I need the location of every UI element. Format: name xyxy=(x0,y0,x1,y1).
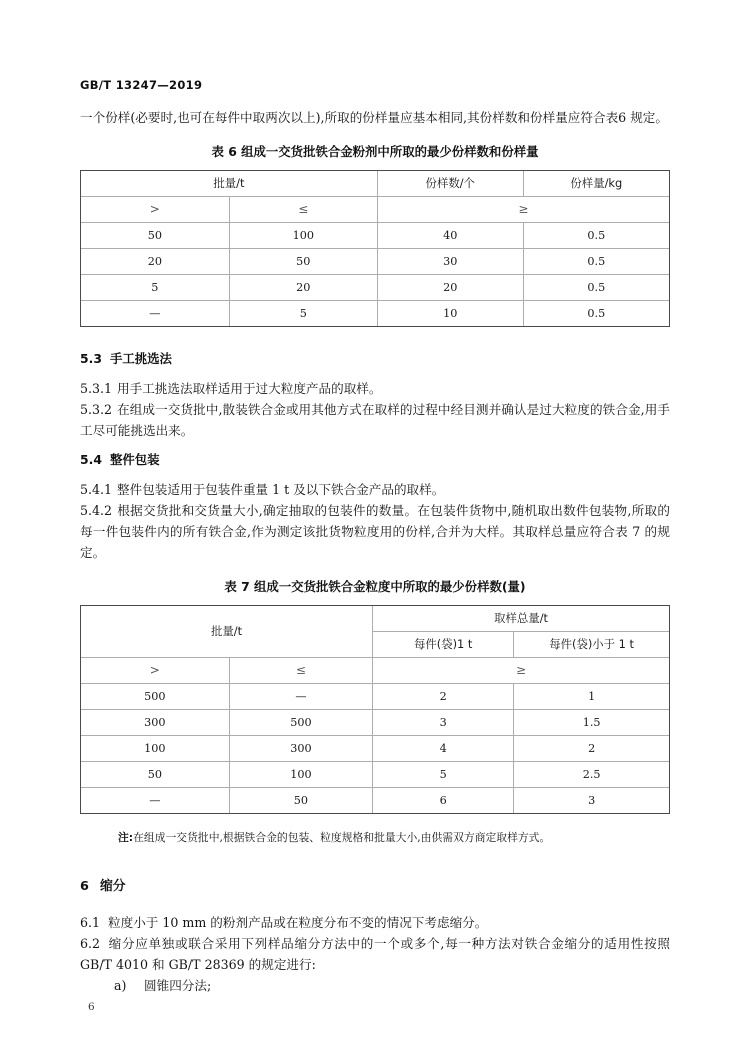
table-row xyxy=(81,301,669,327)
clause-5-3-title: 手工挑选法 xyxy=(110,351,172,366)
clause-5-4-title: 整件包装 xyxy=(110,452,160,467)
table6-title: 表 6 组成一交货批铁合金粉剂中所取的最少份样数和份样量 xyxy=(211,144,539,159)
clause-6-2 xyxy=(80,933,670,975)
table7-r4-to: 50 xyxy=(229,788,372,814)
clause-5-3-number: 5.3 xyxy=(80,351,102,366)
clause-5-4-2 xyxy=(80,500,670,563)
table7-symbol-row xyxy=(81,658,669,684)
table6-header-row-1 xyxy=(81,171,669,197)
table7-header-total-sample: 取样总量/t xyxy=(373,606,669,632)
table7-r4-a: 6 xyxy=(373,788,514,814)
table6-r0-count: 40 xyxy=(377,223,523,249)
table6-r1-count: 30 xyxy=(377,249,523,275)
table6 xyxy=(81,171,669,326)
page-content xyxy=(80,0,670,996)
table6-symbol-greater: > xyxy=(81,197,229,223)
clause-5-4-2-number: 5.4.2 xyxy=(80,503,113,518)
table7-r3-to: 100 xyxy=(229,762,372,788)
table-row xyxy=(81,788,669,814)
table6-r3-from: — xyxy=(81,301,229,327)
table7-header-row-1 xyxy=(81,606,669,632)
clause-5-3-heading xyxy=(80,349,670,369)
page-number: 6 xyxy=(88,1001,95,1013)
clause-5-4-number: 5.4 xyxy=(80,452,102,467)
table6-r0-from: 50 xyxy=(81,223,229,249)
table7 xyxy=(81,606,669,813)
table7-note-label: 注: xyxy=(118,831,134,844)
list-item-marker: a) xyxy=(114,978,127,993)
clause-6-2-text: 缩分应单独或联合采用下列样品缩分方法中的一个或多个,每一种方法对铁合金缩分的适用性按照 GB/T 4010 和 GB/T 28369 的规定进行: xyxy=(80,936,670,972)
table7-header-per-piece-1t: 每件(袋)1 t xyxy=(373,632,514,658)
table6-symbol-greater-equal: ≥ xyxy=(377,197,669,223)
table7-r2-to: 300 xyxy=(229,736,372,762)
table6-r1-mass: 0.5 xyxy=(523,249,669,275)
table6-r1-from: 20 xyxy=(81,249,229,275)
table6-r1-to: 50 xyxy=(229,249,377,275)
clause-5-3-2-text: 在组成一交货批中,散装铁合金或用其他方式在取样的过程中经目测并确认是过大粒度的铁合金,用手工尽可能挑选出来。 xyxy=(80,402,670,438)
table6-r2-mass: 0.5 xyxy=(523,275,669,301)
clause-5-3-1-number: 5.3.1 xyxy=(80,381,113,396)
table-row xyxy=(81,736,669,762)
clause-6-2-list-item-a xyxy=(80,975,670,996)
table6-r2-from: 5 xyxy=(81,275,229,301)
clause-5-4-1-number: 5.4.1 xyxy=(80,482,113,497)
table6-r0-to: 100 xyxy=(229,223,377,249)
clause-5-3-2 xyxy=(80,399,670,441)
clause-5-3-1-text: 用手工挑选法取样适用于过大粒度产品的取样。 xyxy=(117,381,382,396)
clause-6-heading xyxy=(80,877,670,897)
table6-header-batch: 批量/t xyxy=(81,171,377,197)
table7-note-text: 在组成一交货批中,根据铁合金的包装、粒度规格和批量大小,由供需双方商定取样方式。 xyxy=(133,831,551,844)
table6-symbol-row xyxy=(81,197,669,223)
table-row xyxy=(81,762,669,788)
table7-r3-b: 2.5 xyxy=(514,762,669,788)
table-row xyxy=(81,275,669,301)
table6-r3-count: 10 xyxy=(377,301,523,327)
clause-5-3-1 xyxy=(80,378,670,399)
table-row xyxy=(81,249,669,275)
table6-r0-mass: 0.5 xyxy=(523,223,669,249)
clause-6-number: 6 xyxy=(80,879,89,894)
table7-wrapper xyxy=(80,605,670,814)
table7-r0-from: 500 xyxy=(81,684,229,710)
running-header-standard-number: GB/T 13247—2019 xyxy=(80,78,203,92)
table7-r2-from: 100 xyxy=(81,736,229,762)
table7-r4-b: 3 xyxy=(514,788,669,814)
table7-r0-b: 1 xyxy=(514,684,669,710)
clause-5-4-1-text: 整件包装适用于包装件重量 1 t 及以下铁合金产品的取样。 xyxy=(117,482,445,497)
table7-r1-to: 500 xyxy=(229,710,372,736)
table6-r2-to: 20 xyxy=(229,275,377,301)
table6-r3-to: 5 xyxy=(229,301,377,327)
clause-5-4-2-text: 根据交货批和交货量大小,确定抽取的包装件的数量。在包装件货物中,随机取出数件包装物,所取的每一件包装件内的所有铁合金,作为测定该批货物粒度用的份样,合并为大样。其取样总量应符合表 7 的规定。 xyxy=(80,503,670,560)
clause-5-3-2-number: 5.3.2 xyxy=(80,402,113,417)
clause-6-1-text: 粒度小于 10 mm 的粉剂产品或在粒度分布不变的情况下考虑缩分。 xyxy=(108,915,488,930)
table7-header-batch: 批量/t xyxy=(81,606,373,658)
table7-title: 表 7 组成一交货批铁合金粒度中所取的最少份样数(量) xyxy=(224,579,526,594)
table7-r0-to: — xyxy=(229,684,372,710)
table7-r3-from: 50 xyxy=(81,762,229,788)
table7-r3-a: 5 xyxy=(373,762,514,788)
table7-r1-b: 1.5 xyxy=(514,710,669,736)
table6-symbol-less-equal: ≤ xyxy=(229,197,377,223)
table7-note xyxy=(80,829,670,847)
table7-symbol-less-equal: ≤ xyxy=(229,658,372,684)
table7-r1-a: 3 xyxy=(373,710,514,736)
clause-6-2-number: 6.2 xyxy=(80,936,101,951)
table7-header-per-piece-under-1t: 每件(袋)小于 1 t xyxy=(514,632,669,658)
clause-5-4-1 xyxy=(80,479,670,500)
table7-symbol-greater-equal: ≥ xyxy=(373,658,669,684)
table6-r3-mass: 0.5 xyxy=(523,301,669,327)
table7-r2-b: 2 xyxy=(514,736,669,762)
clause-6-1 xyxy=(80,912,670,933)
table6-header-sample-mass: 份样量/kg xyxy=(523,171,669,197)
table7-r0-a: 2 xyxy=(373,684,514,710)
list-item-text: 圆锥四分法; xyxy=(144,978,212,993)
table-row xyxy=(81,223,669,249)
clause-6-title: 缩分 xyxy=(100,879,126,894)
intro-paragraph: 一个份样(必要时,也可在每件中取两次以上),所取的份样量应基本相同,其份样数和份样量应符合表6 规定。 xyxy=(80,110,668,125)
table7-r4-from: — xyxy=(81,788,229,814)
clause-6-1-number: 6.1 xyxy=(80,915,101,930)
table6-header-sample-count: 份样数/个 xyxy=(377,171,523,197)
table-row xyxy=(81,710,669,736)
clause-5-4-heading xyxy=(80,450,670,470)
table7-r2-a: 4 xyxy=(373,736,514,762)
table7-r1-from: 300 xyxy=(81,710,229,736)
table7-symbol-greater: > xyxy=(81,658,229,684)
table6-r2-count: 20 xyxy=(377,275,523,301)
table-row xyxy=(81,684,669,710)
table6-wrapper xyxy=(80,170,670,327)
